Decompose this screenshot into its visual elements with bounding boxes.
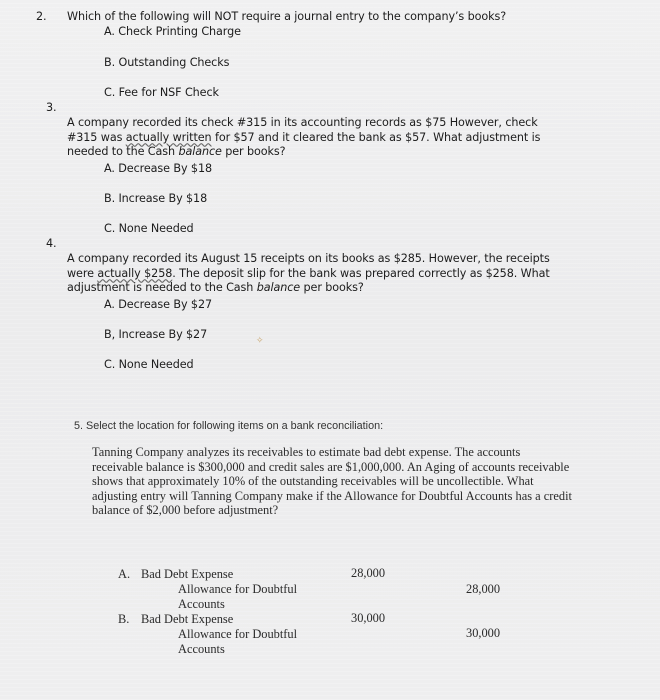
entry-a-credit-account-cont: Accounts <box>178 597 225 611</box>
question-4-option-b: B, Increase By $27 <box>104 328 208 341</box>
entry-b-credit-account: Allowance for Doubtful <box>178 627 298 641</box>
entry-a-debit-account: Bad Debt Expense <box>141 567 234 581</box>
entry-a-credit-amount: 28,000 <box>466 582 501 596</box>
question-2-number: 2. <box>36 10 47 23</box>
question-5-heading: 5. Select the location for following items on a bank reconciliation: <box>74 420 384 432</box>
question-3-text: A company recorded its check #315 in its accounting records as $75 However, check #315 was actually written for $57 and it cleared the bank as $57. What adjustment is needed to the Cash balance per books? <box>67 116 541 158</box>
handwritten-mark: actually $258 <box>97 266 173 280</box>
question-4-number: 4. <box>46 237 57 250</box>
question-2-option-b: B. Outstanding Checks <box>104 56 230 69</box>
question-4-option-c: C. None Needed <box>104 358 194 371</box>
entry-a-debit-amount: 28,000 <box>351 566 386 580</box>
question-4-text: A company recorded its August 15 receipts on its books as $285. However, the receipts were actually $258. The deposit slip for the bank was prepared correctly as $258. What adjustment is needed to the Cash balance per books? <box>67 252 550 294</box>
entry-b-label: B. <box>118 612 130 626</box>
question-5-paragraph: Tanning Company analyzes its receivables to estimate bad debt expense. The accounts receivable balance is $300,000 and credit sales are $1,000,000. An Aging of accounts receivable shows that approximately 10% of the outstanding receivables will be uncollectible. What adjusting entry will Tanning Company make if the Allowance for Doubtful Accounts has a credit balance of $2,000 before adjustment? <box>92 445 572 518</box>
entry-b-credit-account-cont: Accounts <box>178 642 225 656</box>
question-2-option-a: A. Check Printing Charge <box>104 25 241 38</box>
entry-b-debit-amount: 30,000 <box>351 611 386 625</box>
stray-mark: ✧ <box>256 336 264 346</box>
question-2-text: Which of the following will NOT require a journal entry to the company’s books? <box>67 10 507 23</box>
entry-a-label: A. <box>118 567 131 581</box>
question-3-option-a: A. Decrease By $18 <box>104 162 212 175</box>
entry-b-credit-amount: 30,000 <box>466 626 501 640</box>
question-3-number: 3. <box>46 101 57 114</box>
handwritten-mark: actually written <box>125 130 212 144</box>
question-2-option-c: C. Fee for NSF Check <box>104 86 219 99</box>
question-4-option-a: A. Decrease By $27 <box>104 298 212 311</box>
question-3-option-c: C. None Needed <box>104 222 194 235</box>
entry-b-debit-account: Bad Debt Expense <box>141 612 234 626</box>
entry-a-credit-account: Allowance for Doubtful <box>178 582 298 596</box>
question-3-option-b: B. Increase By $18 <box>104 192 208 205</box>
